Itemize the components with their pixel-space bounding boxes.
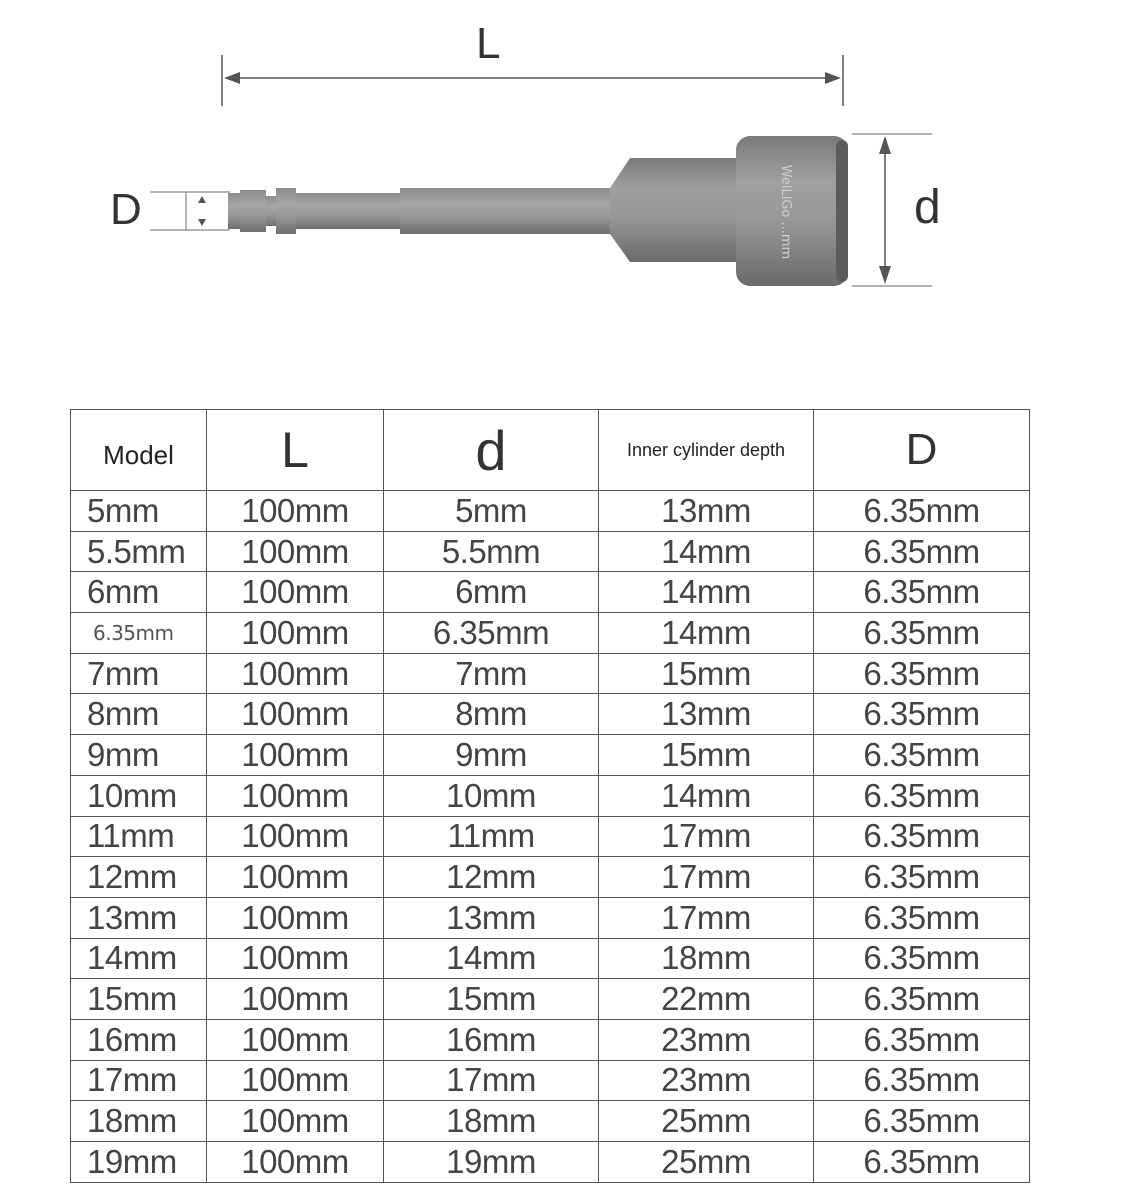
cell-length: 100mm: [207, 653, 384, 694]
cell-inner-depth: 14mm: [599, 613, 814, 654]
table-row: [71, 1142, 1030, 1183]
cell-model: 12mm: [71, 857, 207, 898]
cell-inner-depth: 17mm: [599, 816, 814, 857]
cell-model: 17mm: [71, 1060, 207, 1101]
nut-driver-drawing: [0, 0, 1134, 330]
length-label: L: [476, 19, 501, 68]
cell-inner-depth: 14mm: [599, 531, 814, 572]
table-row: [71, 572, 1030, 613]
table-row: [71, 1101, 1030, 1142]
cell-length: 100mm: [207, 1060, 384, 1101]
cell-length: 100mm: [207, 531, 384, 572]
cell-length: 100mm: [207, 694, 384, 735]
table-row: [71, 816, 1030, 857]
cell-inner-depth: 14mm: [599, 572, 814, 613]
spec-table: [70, 409, 1030, 1183]
table-row: [71, 653, 1030, 694]
product-diagram: [0, 0, 1134, 330]
cell-hex-shank: 6.35mm: [814, 979, 1030, 1020]
cell-model: 8mm: [71, 694, 207, 735]
cell-hex-shank: 6.35mm: [814, 1060, 1030, 1101]
cell-head-diameter: 18mm: [384, 1101, 599, 1142]
header-model: Model: [71, 410, 207, 491]
table-row: [71, 694, 1030, 735]
cell-length: 100mm: [207, 491, 384, 532]
table-row: [71, 613, 1030, 654]
cell-model: 15mm: [71, 979, 207, 1020]
cell-model: 14mm: [71, 938, 207, 979]
header-length: L: [207, 410, 384, 491]
table-row: [71, 857, 1030, 898]
cell-inner-depth: 25mm: [599, 1101, 814, 1142]
cell-length: 100mm: [207, 572, 384, 613]
table-row: [71, 735, 1030, 776]
engraving-text: WeiLiGo ...mm: [778, 164, 793, 260]
cell-head-diameter: 10mm: [384, 775, 599, 816]
cell-model: 9mm: [71, 735, 207, 776]
table-row: [71, 491, 1030, 532]
cell-model: 16mm: [71, 1019, 207, 1060]
table-row: [71, 938, 1030, 979]
cell-hex-shank: 6.35mm: [814, 694, 1030, 735]
cell-length: 100mm: [207, 938, 384, 979]
cell-head-diameter: 14mm: [384, 938, 599, 979]
cell-head-diameter: 6mm: [384, 572, 599, 613]
cell-hex-shank: 6.35mm: [814, 572, 1030, 613]
cell-head-diameter: 15mm: [384, 979, 599, 1020]
cell-hex-shank: 6.35mm: [814, 897, 1030, 938]
cell-inner-depth: 14mm: [599, 775, 814, 816]
table-row: [71, 531, 1030, 572]
cell-head-diameter: 19mm: [384, 1142, 599, 1183]
cell-inner-depth: 22mm: [599, 979, 814, 1020]
length-dimension: [222, 55, 843, 106]
cell-inner-depth: 17mm: [599, 857, 814, 898]
cell-head-diameter: 7mm: [384, 653, 599, 694]
head-diameter-label: d: [914, 181, 941, 234]
hex-shank-dimension: [150, 192, 230, 230]
cell-model: 6mm: [71, 572, 207, 613]
cell-length: 100mm: [207, 735, 384, 776]
cell-model: 6.35mm: [71, 613, 207, 654]
cell-inner-depth: 17mm: [599, 897, 814, 938]
cell-model: 5mm: [71, 491, 207, 532]
cell-hex-shank: 6.35mm: [814, 531, 1030, 572]
table-row: [71, 1019, 1030, 1060]
cell-hex-shank: 6.35mm: [814, 613, 1030, 654]
table-row: [71, 897, 1030, 938]
cell-inner-depth: 13mm: [599, 694, 814, 735]
cell-head-diameter: 8mm: [384, 694, 599, 735]
cell-hex-shank: 6.35mm: [814, 735, 1030, 776]
cell-inner-depth: 15mm: [599, 735, 814, 776]
header-head-diameter: d: [384, 410, 599, 491]
cell-inner-depth: 23mm: [599, 1060, 814, 1101]
cell-model: 18mm: [71, 1101, 207, 1142]
header-hex-shank: D: [814, 410, 1030, 491]
cell-head-diameter: 16mm: [384, 1019, 599, 1060]
cell-inner-depth: 23mm: [599, 1019, 814, 1060]
cell-model: 19mm: [71, 1142, 207, 1183]
cell-hex-shank: 6.35mm: [814, 1101, 1030, 1142]
cell-head-diameter: 13mm: [384, 897, 599, 938]
cell-hex-shank: 6.35mm: [814, 938, 1030, 979]
cell-head-diameter: 6.35mm: [384, 613, 599, 654]
cell-model: 5.5mm: [71, 531, 207, 572]
cell-inner-depth: 13mm: [599, 491, 814, 532]
cell-length: 100mm: [207, 857, 384, 898]
cell-model: 13mm: [71, 897, 207, 938]
hex-shank-label: D: [110, 185, 142, 234]
cell-hex-shank: 6.35mm: [814, 653, 1030, 694]
cell-head-diameter: 11mm: [384, 816, 599, 857]
cell-length: 100mm: [207, 979, 384, 1020]
cell-hex-shank: 6.35mm: [814, 816, 1030, 857]
cell-length: 100mm: [207, 613, 384, 654]
cell-length: 100mm: [207, 897, 384, 938]
table-body: [71, 491, 1030, 1183]
cell-model: 11mm: [71, 816, 207, 857]
cell-head-diameter: 5mm: [384, 491, 599, 532]
table-row: [71, 979, 1030, 1020]
cell-head-diameter: 9mm: [384, 735, 599, 776]
cell-length: 100mm: [207, 1101, 384, 1142]
cell-length: 100mm: [207, 816, 384, 857]
tool-body: [228, 136, 848, 286]
cell-hex-shank: 6.35mm: [814, 775, 1030, 816]
table-row: [71, 775, 1030, 816]
cell-model: 7mm: [71, 653, 207, 694]
cell-inner-depth: 15mm: [599, 653, 814, 694]
cell-length: 100mm: [207, 775, 384, 816]
header-inner-depth: Inner cylinder depth: [599, 410, 814, 491]
cell-head-diameter: 17mm: [384, 1060, 599, 1101]
cell-head-diameter: 12mm: [384, 857, 599, 898]
cell-inner-depth: 25mm: [599, 1142, 814, 1183]
cell-hex-shank: 6.35mm: [814, 1019, 1030, 1060]
cell-model: 10mm: [71, 775, 207, 816]
cell-length: 100mm: [207, 1142, 384, 1183]
table-header-row: [71, 410, 1030, 491]
table-row: [71, 1060, 1030, 1101]
cell-inner-depth: 18mm: [599, 938, 814, 979]
cell-hex-shank: 6.35mm: [814, 857, 1030, 898]
cell-length: 100mm: [207, 1019, 384, 1060]
cell-hex-shank: 6.35mm: [814, 491, 1030, 532]
cell-head-diameter: 5.5mm: [384, 531, 599, 572]
cell-hex-shank: 6.35mm: [814, 1142, 1030, 1183]
